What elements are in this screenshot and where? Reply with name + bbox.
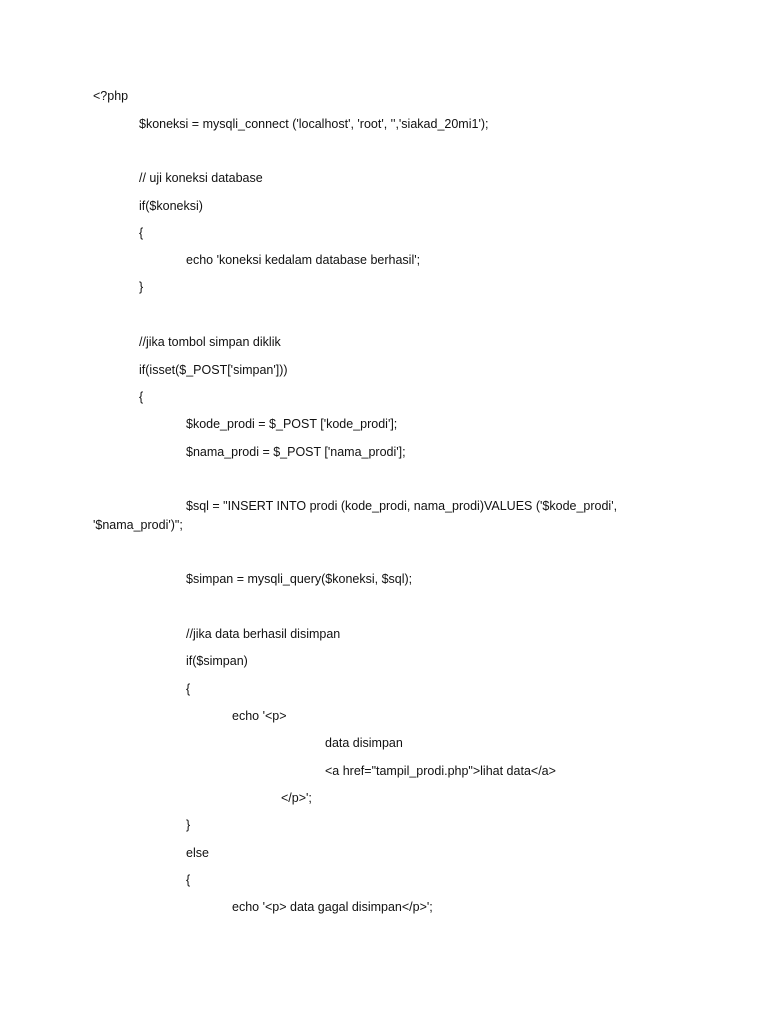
code-line: //jika tombol simpan diklik: [139, 335, 281, 349]
code-line: echo '<p> data gagal disimpan</p>';: [232, 900, 433, 914]
code-line: </p>';: [281, 791, 312, 805]
code-line: $simpan = mysqli_query($koneksi, $sql);: [186, 572, 413, 586]
code-line: '$nama_prodi')";: [93, 518, 183, 532]
code-line: {: [186, 682, 191, 696]
code-line: data disimpan: [325, 736, 403, 750]
code-line: {: [139, 390, 144, 404]
code-line: if($koneksi): [139, 199, 203, 213]
code-line: <a href="tampil_prodi.php">lihat data</a>: [325, 764, 556, 778]
code-line: }: [139, 280, 144, 294]
code-line: echo 'koneksi kedalam database berhasil';: [186, 253, 421, 267]
code-line: }: [186, 818, 191, 832]
code-line: $sql = "INSERT INTO prodi (kode_prodi, nama_prodi)VALUES ('$kode_prodi',: [186, 499, 618, 513]
code-line: $koneksi = mysqli_connect ('localhost', 'root', '','siakad_20mi1');: [139, 117, 489, 131]
code-line: $kode_prodi = $_POST ['kode_prodi'];: [186, 417, 398, 431]
code-line: else: [186, 846, 209, 860]
code-line: {: [186, 873, 191, 887]
code-line: if($simpan): [186, 654, 248, 668]
code-line: $nama_prodi = $_POST ['nama_prodi'];: [186, 445, 406, 459]
code-line: if(isset($_POST['simpan'])): [139, 363, 288, 377]
code-line: echo '<p>: [232, 709, 287, 723]
code-line: //jika data berhasil disimpan: [186, 627, 341, 641]
code-line: {: [139, 226, 144, 240]
code-line: // uji koneksi database: [139, 171, 263, 185]
code-line: <?php: [93, 89, 129, 103]
